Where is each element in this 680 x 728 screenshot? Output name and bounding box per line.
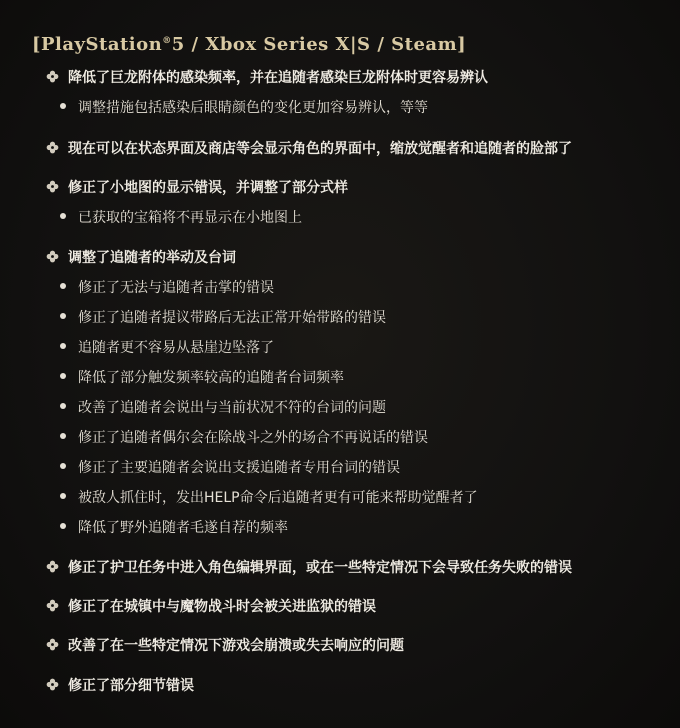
note-text: 调整了追随者的举动及台词 [68, 250, 236, 266]
fleur-bullet-icon [46, 141, 59, 154]
note-sub-item [60, 339, 274, 357]
dot-bullet-icon [60, 283, 66, 289]
note-sub-item [60, 309, 386, 327]
note-sub-item [60, 399, 386, 417]
note-sub-item [60, 369, 344, 387]
dot-bullet-icon [60, 103, 66, 109]
fleur-bullet-icon [46, 250, 59, 263]
platform-heading-part2: 5 / Xbox Series X|S / Steam] [171, 34, 467, 55]
registered-mark: ® [162, 36, 172, 46]
note-sub-item [60, 519, 288, 537]
dot-bullet-icon [60, 213, 66, 219]
note-text: 降低了巨龙附体的感染频率，并在追随者感染巨龙附体时更容易辨认 [68, 70, 488, 86]
note-text: 修正了追随者偶尔会在除战斗之外的场合不再说话的错误 [78, 430, 428, 446]
note-main-item [46, 179, 348, 197]
note-main-item [46, 140, 572, 158]
note-text: 修正了无法与追随者击掌的错误 [78, 280, 274, 296]
note-sub-item [60, 99, 428, 117]
note-main-item [46, 637, 404, 655]
note-sub-item [60, 279, 274, 297]
note-sub-item [60, 459, 400, 477]
note-text: 修正了主要追随者会说出支援追随者专用台词的错误 [78, 460, 400, 476]
note-text: 被敌人抓住时，发出HELP命令后追随者更有可能来帮助觉醒者了 [78, 490, 478, 506]
note-sub-item [60, 429, 428, 447]
note-text: 追随者更不容易从悬崖边坠落了 [78, 340, 274, 356]
fleur-bullet-icon [46, 638, 59, 651]
note-text: 现在可以在状态界面及商店等会显示角色的界面中，缩放觉醒者和追随者的脸部了 [68, 141, 572, 157]
note-text: 修正了追随者提议带路后无法正常开始带路的错误 [78, 310, 386, 326]
note-main-item [46, 69, 488, 87]
note-text: 降低了部分触发频率较高的追随者台词频率 [78, 370, 344, 386]
note-text: 改善了在一些特定情况下游戏会崩溃或失去响应的问题 [68, 638, 404, 654]
fleur-bullet-icon [46, 70, 59, 83]
note-main-item [46, 677, 194, 695]
fleur-bullet-icon [46, 599, 59, 612]
fleur-bullet-icon [46, 678, 59, 691]
note-main-item [46, 249, 236, 267]
fleur-bullet-icon [46, 180, 59, 193]
note-text: 修正了在城镇中与魔物战斗时会被关进监狱的错误 [68, 599, 376, 615]
note-sub-item [60, 209, 302, 227]
dot-bullet-icon [60, 313, 66, 319]
dot-bullet-icon [60, 343, 66, 349]
platform-heading-part1: [PlayStation [32, 34, 163, 55]
dot-bullet-icon [60, 403, 66, 409]
note-main-item [46, 559, 572, 577]
note-text: 已获取的宝箱将不再显示在小地图上 [78, 210, 302, 226]
fleur-bullet-icon [46, 560, 59, 573]
note-sub-item [60, 489, 478, 507]
dot-bullet-icon [60, 463, 66, 469]
note-text: 修正了小地图的显示错误，并调整了部分式样 [68, 180, 348, 196]
note-text: 改善了追随者会说出与当前状况不符的台词的问题 [78, 400, 386, 416]
note-text: 降低了野外追随者毛遂自荐的频率 [78, 520, 288, 536]
note-text: 调整措施包括感染后眼睛颜色的变化更加容易辨认，等等 [78, 100, 428, 116]
dot-bullet-icon [60, 523, 66, 529]
note-text: 修正了护卫任务中进入角色编辑界面，或在一些特定情况下会导致任务失败的错误 [68, 560, 572, 576]
dot-bullet-icon [60, 493, 66, 499]
note-main-item [46, 598, 376, 616]
note-text: 修正了部分细节错误 [68, 678, 194, 694]
dot-bullet-icon [60, 433, 66, 439]
dot-bullet-icon [60, 373, 66, 379]
